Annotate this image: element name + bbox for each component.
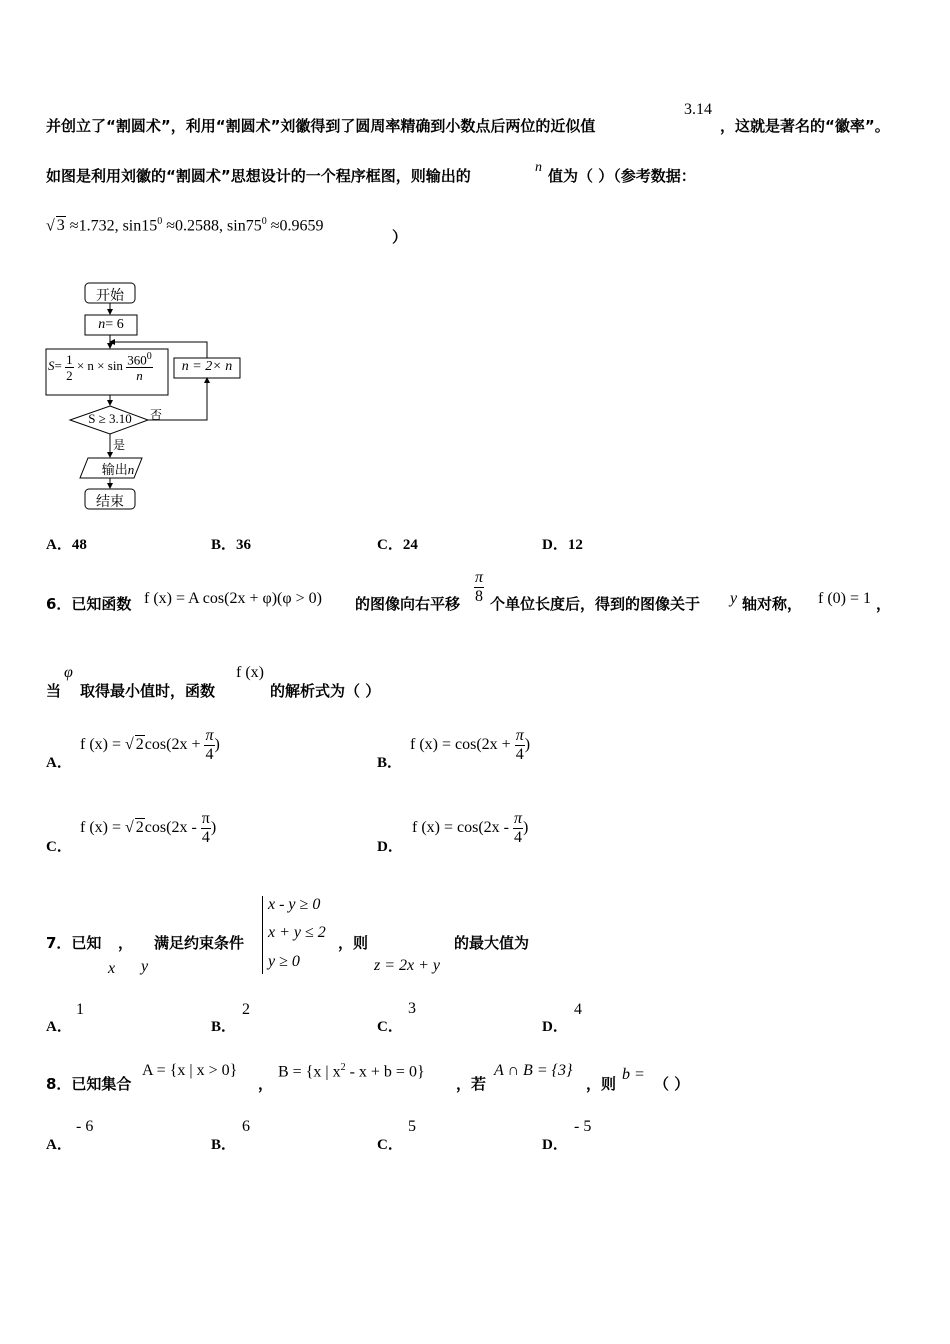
q6-axis: y — [730, 590, 738, 607]
q6-text-a: 的图像向右平移 — [355, 595, 461, 613]
q8-option-d-value: - 5 — [574, 1118, 592, 1135]
flowchart — [40, 278, 260, 518]
flow-end-label: 结束 — [96, 495, 124, 510]
flow-no-label: 否 — [150, 408, 163, 422]
q8-option-a-label: A． — [46, 1137, 72, 1153]
flow-output-label: 输出n — [101, 462, 135, 477]
q8-option-c-value: 5 — [408, 1118, 416, 1135]
q7-option-a-value: 1 — [76, 1001, 84, 1018]
q8-comma: ， — [258, 1075, 274, 1093]
q7-constraint-3: y ≥ 0 — [268, 953, 300, 970]
q6-option-b-label: B． — [377, 755, 403, 771]
q7-var-y: y — [141, 958, 149, 975]
q7-constraint-1: x - y ≥ 0 — [268, 896, 321, 913]
q7-var-x: x — [108, 960, 116, 977]
q6-text-b: 个单位长度后，得到的图像关于 — [490, 595, 701, 613]
flow-start-label: 开始 — [96, 289, 124, 304]
q6-phi: φ — [64, 664, 73, 681]
q7-option-d-label: D． — [542, 1019, 568, 1035]
q8-set-a: A = {x | x > 0} — [142, 1062, 238, 1079]
q6-line2-c: 的解析式为（ ） — [270, 682, 381, 700]
q8-option-c-label: C． — [377, 1137, 403, 1153]
q7-brace — [262, 896, 263, 974]
q6-comma: ， — [876, 595, 892, 613]
q7-option-b-value: 2 — [242, 1001, 250, 1018]
q8-option-b-label: B． — [211, 1137, 237, 1153]
q7-option-d-value: 4 — [574, 1001, 582, 1018]
q7-text-b: 满足约束条件 — [154, 934, 245, 952]
q8-text-a: 8．已知集合 — [46, 1075, 132, 1093]
q8-intersection: A ∩ B = {3} — [494, 1062, 573, 1079]
q6-fx: f (x) — [236, 664, 264, 681]
q8-option-d-label: D． — [542, 1137, 568, 1153]
q8-option-a-value: - 6 — [76, 1118, 94, 1135]
q8-set-b: B = {x | $x^2 - x + b = 0$} — [278, 1062, 425, 1081]
flow-yes-label: 是 — [113, 438, 126, 452]
line2-var-n: n — [535, 160, 542, 175]
q6-option-d-label: D． — [377, 839, 403, 855]
q7-option-c-label: C． — [377, 1019, 403, 1035]
q6-function: f (x) = A cos(2x + φ)(φ > 0) — [144, 590, 322, 607]
line2-text-b: 值为（ ）（参考数据： — [548, 167, 696, 185]
q7-text-a: 7．已知 — [46, 934, 102, 952]
q6-number: 6．已知函数 — [46, 595, 132, 613]
q5-option-b: B．36 — [211, 537, 252, 553]
q6-option-a-formula: f (x) = √ 2cos(2x + $\frac{\pi}{4}$ ) — [80, 727, 220, 763]
q8-text-b: ，若 — [456, 1075, 487, 1093]
q6-shift: $\frac{\pi}{8}$ — [475, 569, 484, 605]
pi-approx-value: 3.14 — [684, 101, 712, 118]
flow-update-label: n = 2× n — [181, 359, 233, 374]
q7-option-a-label: A． — [46, 1019, 72, 1035]
q8-text-d: （ ） — [654, 1075, 690, 1093]
q6-condition: f (0) = 1 — [818, 590, 872, 607]
q7-objective: z = 2x + y — [374, 957, 441, 974]
flow-condition-label: S ≥ 3.10 — [88, 411, 132, 426]
q7-text-c: ，则 — [338, 934, 369, 952]
q8-option-b-value: 6 — [242, 1118, 250, 1135]
flow-formula-label: S= $\frac{1}{2}$ × n × sin $\frac{360^0}{n}$ — [48, 351, 152, 384]
line1-text-b: ，这就是著名的“徽率”。 — [720, 117, 890, 135]
q6-option-c-formula: f (x) = √ 2cos(2x - $\frac{\pi}{4}$ ) — [80, 810, 217, 846]
reference-close: ） — [392, 228, 408, 246]
line1-text-a: 并创立了“割圆术”，利用“割圆术”刘徽得到了圆周率精确到小数点后两位的近似值 — [46, 117, 596, 135]
q6-option-c-label: C． — [46, 839, 72, 855]
q8-text-c: ，则 — [586, 1075, 617, 1093]
q5-option-a: A．48 — [46, 537, 87, 553]
q5-option-d: D．12 — [542, 537, 583, 553]
q7-option-c-value: 3 — [408, 1000, 416, 1017]
q6-text-c: 轴对称， — [742, 595, 803, 613]
q7-option-b-label: B． — [211, 1019, 237, 1035]
reference-data: √ 3 ≈1.732, $\sin 15^0 \approx 0.2588$, $\sin 75^0 \approx 0.9659$ — [46, 216, 324, 235]
line2-text-a: 如图是利用刘徽的“割圆术”思想设计的一个程序框图，则输出的 — [46, 167, 471, 185]
q6-line2-b: 取得最小值时，函数 — [80, 682, 216, 700]
q6-line2-a: 当 — [46, 682, 62, 700]
q7-comma: ， — [118, 934, 134, 952]
q8-b: b = — [622, 1066, 645, 1083]
q6-option-d-formula: f (x) = cos(2x - $\frac{\pi}{4}$ ) — [412, 810, 529, 846]
q6-option-b-formula: f (x) = cos(2x + $\frac{\pi}{4}$ ) — [410, 727, 531, 763]
q6-option-a-label: A． — [46, 755, 72, 771]
q7-text-d: 的最大值为 — [454, 934, 530, 952]
q5-option-c: C．24 — [377, 537, 418, 553]
flow-init-label: n= 6 — [98, 317, 124, 332]
q7-constraint-2: x + y ≤ 2 — [268, 924, 326, 941]
